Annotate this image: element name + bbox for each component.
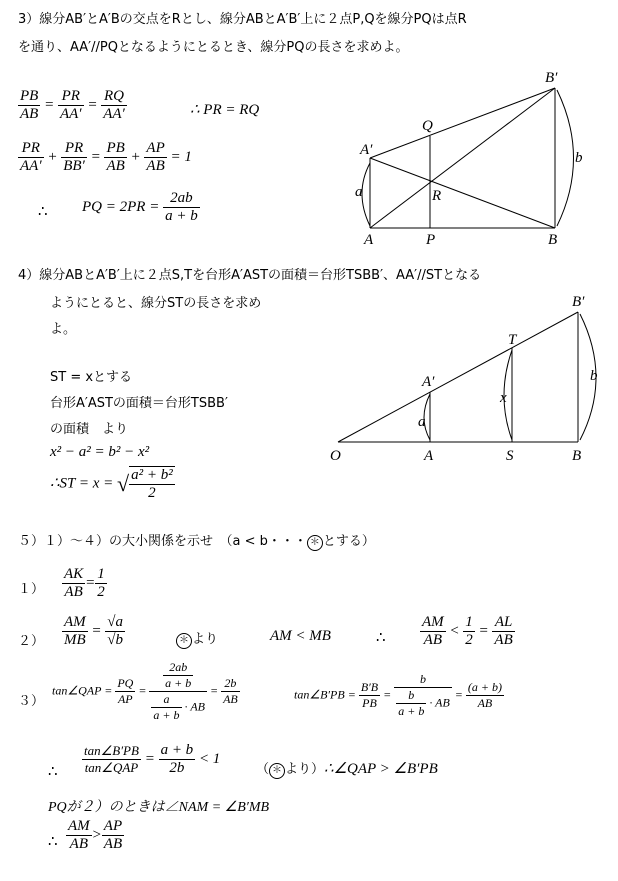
fig4-label-a-side: a [418, 414, 426, 430]
p4-step5: ∴ST = x = √ $\frac{\text{a² + b²}}{2}$ [50, 467, 173, 501]
fig4-label-bprime: B′ [572, 294, 585, 310]
fig3-label-bprime: B′ [545, 70, 558, 86]
fig3-label-a: A [364, 232, 374, 248]
p4-step2: 台形A′ASTの面積＝台形TSBB′ [50, 396, 228, 411]
problem3-line2: を通り、AA′//PQとなるようにとるとき、線分PQの長さを求めよ。 [18, 40, 409, 55]
p3-pq-result: PQ = 2PR = $\frac{2ab}{a + b}$ [82, 190, 198, 224]
p5-item3c: PQが２）のときは∠NAM = ∠B′MB [48, 800, 270, 815]
p3-therefore-pr-rq: ∴ PR = RQ [190, 102, 260, 118]
p5-item3b-ratio: $\frac{\tan\angle B'PB}{\text{tan∠QAP}}$ = $\frac{a + b}{2b}$ < 1 [84, 742, 221, 776]
p5-item3b-reason: （ ＊ より）∴∠QAP > ∠B′PB [256, 761, 438, 777]
p4-figure [320, 292, 610, 468]
p5-item2-equation: $\frac{AM}{MB}$ = $\frac{√a}{√b}$ [64, 614, 124, 648]
p5-item3d-inequality: $\frac{AM}{AB}$ > $\frac{AP}{AB}$ [68, 818, 123, 852]
p3-ratio-equation: $\frac{PB}{AB}$ = $\frac{PR}{AA'}$ = $\frac{RQ}{AA'}$ [20, 88, 125, 122]
fig3-label-p: P [426, 232, 436, 248]
fig4-label-a: A [424, 448, 434, 464]
fig3-label-b: B [548, 232, 558, 248]
asterisk-circle-icon: ＊ [269, 763, 285, 779]
p5-item3-tan-bpb: tan∠B′PB = $\frac{B'B}{PB}$ = b $\frac{b}{a + b}$ · AB = $\frac{(a + b)}{AB}$ [294, 672, 502, 718]
p5-item2-conclusion: $\frac{AM}{AB}$ < $\frac{1}{2}$ = $\frac{AL}{AB}$ [422, 614, 513, 648]
p3-sum-equation: $\frac{PR}{AA'}$ + $\frac{PR}{BB'}$ = $\frac{PB}{AB}$ + $\frac{AP}{AB}$ = 1 [20, 140, 192, 174]
p4-step4: x² − a² = b² − x² [50, 444, 150, 460]
fig3-label-b-side: b [575, 150, 583, 166]
p5-item3-tan-qap: tan∠QAP = $\frac{PQ}{AP}$ = $\frac{2ab}{a + b}$ $\frac{a}{a + b}$ · AB = $\frac{2b}{AB}$ [52, 660, 238, 722]
fig3-label-a-side: a [355, 184, 363, 200]
p5-item3d-therefore: ∴ [48, 834, 58, 850]
fig3-label-r: R [432, 188, 442, 204]
p5-item2-therefore: ∴ [376, 630, 386, 646]
p5-item2-label: ２） [18, 634, 45, 649]
problem4-line2: ようにとると、線分STの長さを求め [50, 296, 262, 311]
asterisk-circle-icon: ＊ [176, 633, 192, 649]
p5-item3-label: ３） [18, 694, 45, 709]
p4-step1: ST = xとする [50, 370, 133, 385]
p3-therefore-symbol: ∴ [38, 204, 48, 220]
fig4-label-t: T [508, 332, 517, 348]
problem4-line1: 4）線分ABとA′B′上に２点S,Tを台形A′ASTの面積＝台形TSBB′、AA′//STとなる [18, 268, 482, 283]
fig4-label-aprime: A′ [422, 374, 435, 390]
p3-figure [340, 68, 610, 248]
p4-step3: の面積 より [50, 422, 129, 437]
problem5-title: ５）１）～４）の大小関係を示せ （a < b・・・ ＊ とする） [18, 534, 375, 549]
sqrt-sign: √ [117, 471, 130, 496]
fig3-label-aprime: A′ [360, 142, 373, 158]
fig4-label-o: O [330, 448, 341, 464]
fig4-label-x-side: x [500, 390, 507, 406]
asterisk-circle-icon: ＊ [307, 535, 323, 551]
fig4-label-b-side: b [590, 368, 598, 384]
fig3-label-q: Q [422, 118, 433, 134]
p5-item1-label: １） [18, 582, 45, 597]
p5-item2-inequality: AM < MB [270, 628, 331, 644]
problem3-line1: 3）線分AB′とA′Bの交点をRとし、線分ABとA′B′上に２点P,Qを線分PQは点R [18, 12, 467, 27]
p5-item3b-therefore: ∴ [48, 764, 58, 780]
fig4-label-b: B [572, 448, 582, 464]
problem4-line3: よ。 [50, 322, 77, 337]
p5-item1-equation: $\frac{AK}{AB}$ = $\frac{1}{2}$ [64, 566, 105, 600]
fig4-label-s: S [506, 448, 514, 464]
p5-item2-yori: ＊ より [176, 628, 218, 649]
